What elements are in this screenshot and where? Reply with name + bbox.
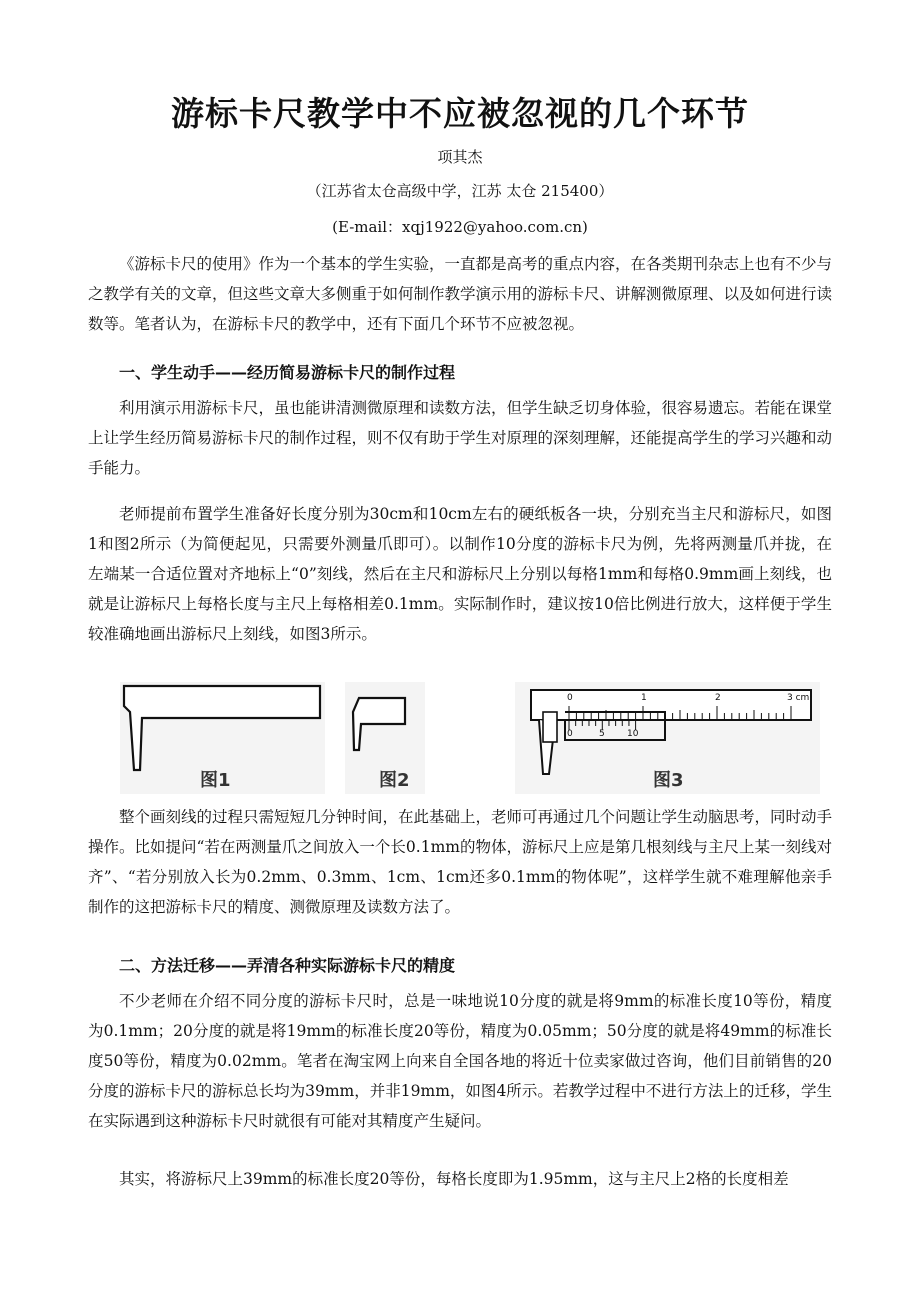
figure-3 bbox=[515, 682, 820, 794]
vernier-tick-5: 5 bbox=[599, 729, 605, 739]
fig2-label: 图2 bbox=[379, 770, 410, 791]
fig1-label: 图1 bbox=[200, 770, 231, 791]
main-tick-2: 2 bbox=[715, 693, 721, 703]
paragraph-4: 不少老师在介绍不同分度的游标卡尺时，总是一味地说10分度的就是将9mm的标准长度10等份，精度为0.1mm；20分度的就是将19mm的标准长度20等份，精度为0.05mm；50分度的就是将49mm的标准长度50等份，精度为0.02mm。笔者在淘宝网上向来自全国各地的将近十位卖家做过咨询，他们目前销售的20分度的游标卡尺的游标总长均为39mm，并非19mm，如图4所示。若教学过程中不进行方法上的迁移，学生在实际遇到这种游标卡尺时就很有可能对其精度产生疑问。 bbox=[88, 992, 832, 1130]
fig3-label: 图3 bbox=[653, 770, 684, 791]
main-tick-0: 0 bbox=[567, 693, 573, 703]
figure-2 bbox=[345, 682, 425, 794]
vernier-tick-0: 0 bbox=[567, 729, 573, 739]
section-heading-2: 二、方法迁移——弄清各种实际游标卡尺的精度 bbox=[119, 956, 456, 975]
figure-1 bbox=[120, 682, 325, 794]
author: 项其杰 bbox=[437, 148, 483, 166]
paper-title: 游标卡尺教学中不应被忽视的几个环节 bbox=[171, 94, 749, 133]
vernier-tick-10: 10 bbox=[627, 729, 639, 739]
affiliation: （江苏省太仓高级中学，江苏 太仓 215400） bbox=[306, 182, 614, 200]
section-heading-1: 一、学生动手——经历简易游标卡尺的制作过程 bbox=[119, 363, 456, 382]
main-tick-3: 3 cm bbox=[787, 693, 810, 703]
intro-paragraph: 《游标卡尺的使用》作为一个基本的学生实验，一直都是高考的重点内容，在各类期刊杂志上也有不少与之教学有关的文章，但这些文章大多侧重于如何制作教学演示用的游标卡尺、讲解测微原理、以及如何进行读数等。笔者认为，在游标卡尺的教学中，还有下面几个环节不应被忽视。 bbox=[88, 255, 833, 333]
main-tick-1: 1 bbox=[641, 693, 647, 703]
paragraph-2: 老师提前布置学生准备好长度分别为30cm和10cm左右的硬纸板各一块，分别充当主尺和游标尺，如图1和图2所示（为简便起见，只需要外测量爪即可）。以制作10分度的游标卡尺为例，先将两测量爪并拢，在左端某一合适位置对齐地标上“0”刻线，然后在主尺和游标尺上分别以每格1mm和每格0.9mm画上刻线，也就是让游标尺上每格长度与主尺上每格相差0.1mm。实际制作时，建议按10倍比例进行放大，这样便于学生较准确地画出游标尺上刻线，如图3所示。 bbox=[88, 505, 832, 643]
paragraph-5: 其实，将游标尺上39mm的标准长度20等份，每格长度即为1.95mm，这与主尺上2格的长度相差 bbox=[119, 1170, 789, 1188]
paragraph-1: 利用演示用游标卡尺，虽也能讲清测微原理和读数方法，但学生缺乏切身体验，很容易遗忘。若能在课堂上让学生经历简易游标卡尺的制作过程，则不仅有助于学生对原理的深刻理解，还能提高学生的学习兴趣和动手能力。 bbox=[88, 399, 833, 477]
email: (E-mail：xqj1922@yahoo.com.cn) bbox=[332, 218, 588, 236]
paragraph-3: 整个画刻线的过程只需短短几分钟时间，在此基础上，老师可再通过几个问题让学生动脑思考，同时动手操作。比如提问“若在两测量爪之间放入一个长0.1mm的物体，游标尺上应是第几根刻线与主尺上某一刻线对齐”、“若分别放入长为0.2mm、0.3mm、1cm、1cm还多0.1mm的物体呢”，这样学生就不难理解他亲手制作的这把游标卡尺的精度、测微原理及读数方法了。 bbox=[88, 808, 833, 916]
